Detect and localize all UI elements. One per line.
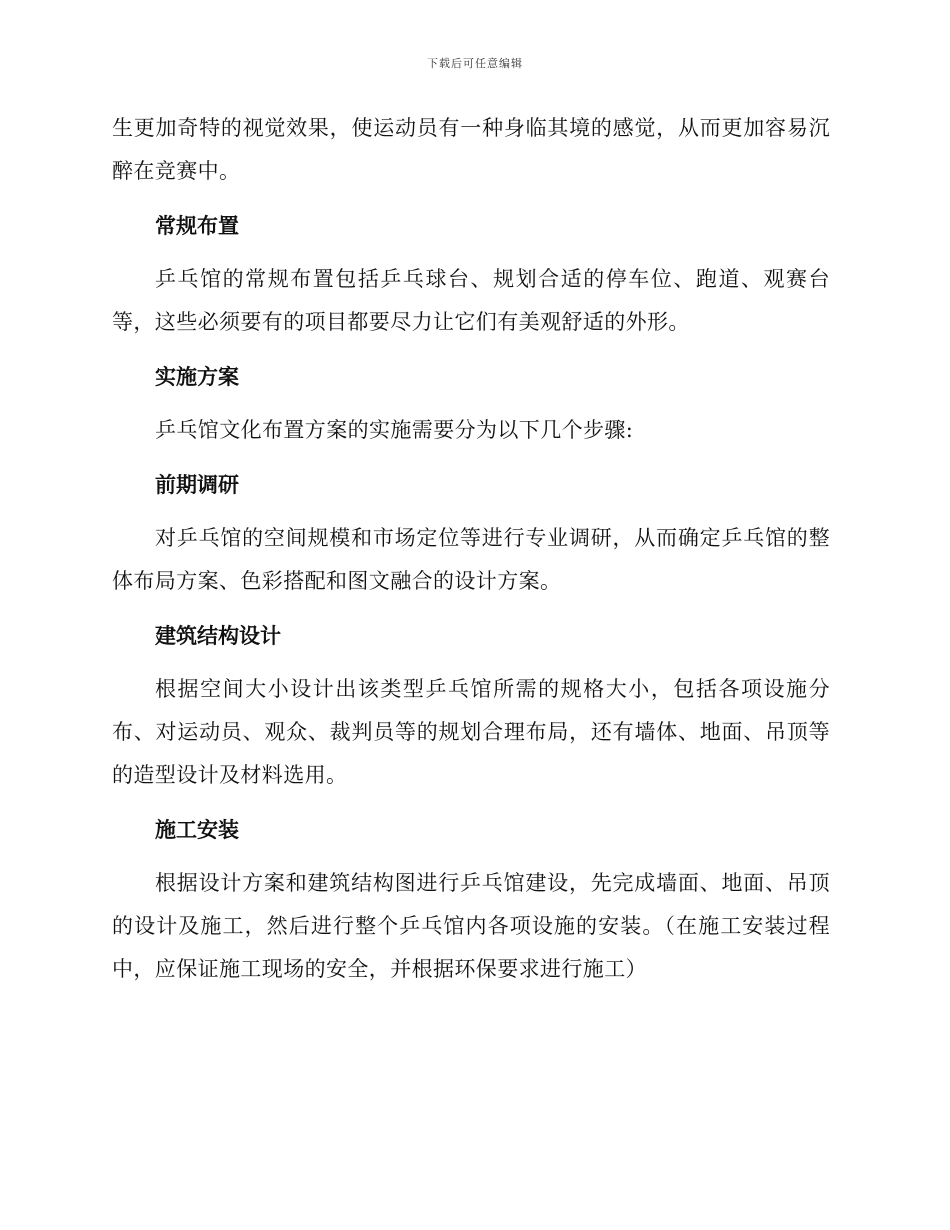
- paragraph-structural-design: 根据空间大小设计出该类型乒乓馆所需的规格大小，包括各项设施分布、对运动员、观众、裁判员等的规划合理布局，还有墙体、地面、吊顶等的造型设计及材料选用。: [112, 677, 830, 787]
- paragraph-regular-layout: 乒乓馆的常规布置包括乒乓球台、规划合适的停车位、跑道、观赛台等，这些必须要有的项目都要尽力让它们有美观舒适的外形。: [112, 267, 830, 334]
- paragraph-construction-installation: 根据设计方案和建筑结构图进行乒乓馆建设，先完成墙面、地面、吊顶的设计及施工，然后进行整个乒乓馆内各项设施的安装。（在施工安装过程中，应保证施工现场的安全，并根据环保要求进行施工）: [112, 871, 830, 981]
- document-body: [112, 107, 830, 991]
- paragraph-preliminary-research: 对乒乓馆的空间规模和市场定位等进行专业调研，从而确定乒乓馆的整体布局方案、色彩搭配和图文融合的设计方案。: [112, 526, 830, 593]
- page-header: 下载后可任意编辑: [427, 57, 523, 70]
- section-heading-structural-design: 建筑结构设计: [155, 623, 281, 648]
- section-heading-construction-installation: 施工安装: [155, 817, 239, 842]
- paragraph-continuation: 生更加奇特的视觉效果，使运动员有一种身临其境的感觉，从而更加容易沉醉在竞赛中。: [112, 116, 830, 183]
- section-heading-preliminary-research: 前期调研: [155, 472, 239, 497]
- section-heading-regular-layout: 常规布置: [155, 213, 239, 238]
- paragraph-implementation-plan: 乒乓馆文化布置方案的实施需要分为以下几个步骤:: [155, 418, 634, 442]
- section-heading-implementation-plan: 实施方案: [155, 364, 239, 389]
